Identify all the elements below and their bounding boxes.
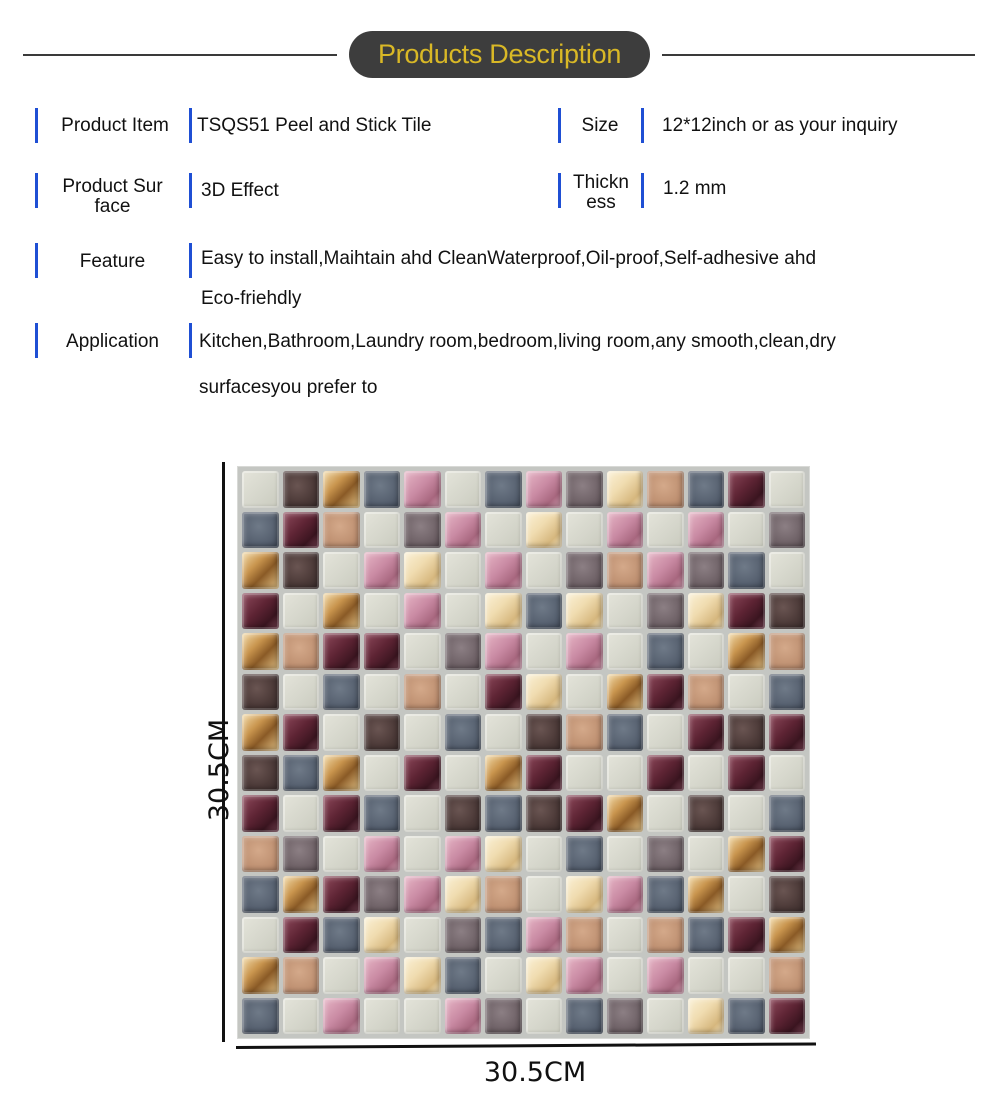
mosaic-tile (323, 917, 360, 954)
mosaic-tile (404, 593, 441, 630)
width-dimension-line (236, 1042, 816, 1049)
mosaic-tile (647, 917, 684, 954)
mosaic-tile (566, 633, 603, 670)
mosaic-tile (688, 552, 725, 589)
mosaic-tile (607, 633, 644, 670)
mosaic-tile (323, 836, 360, 873)
mosaic-tile (728, 593, 765, 630)
mosaic-tile (607, 957, 644, 994)
mosaic-tile (607, 674, 644, 711)
mosaic-tile (283, 633, 320, 670)
mosaic-tile (445, 917, 482, 954)
mosaic-tile (647, 593, 684, 630)
mosaic-tile (688, 674, 725, 711)
mosaic-tile (647, 471, 684, 508)
mosaic-tile (526, 795, 563, 832)
spec-value-application-line1: Kitchen,Bathroom,Laundry room,bedroom,living room,any smooth,clean,dry (199, 331, 836, 352)
mosaic-tile (769, 512, 806, 549)
mosaic-tile (485, 795, 522, 832)
mosaic-tile (323, 633, 360, 670)
mosaic-tile (688, 836, 725, 873)
mosaic-tile (242, 876, 279, 913)
mosaic-tile (323, 755, 360, 792)
mosaic-tile (404, 714, 441, 751)
mosaic-tile (769, 471, 806, 508)
mosaic-tile (526, 876, 563, 913)
mosaic-tile (728, 633, 765, 670)
mosaic-tile (688, 593, 725, 630)
mosaic-tile (323, 998, 360, 1035)
mosaic-tile (404, 755, 441, 792)
mosaic-tile (445, 471, 482, 508)
mosaic-tile (647, 836, 684, 873)
mosaic-tile (607, 998, 644, 1035)
label-accent-bar (35, 173, 38, 208)
mosaic-tile (283, 998, 320, 1035)
mosaic-tile (566, 957, 603, 994)
mosaic-tile (404, 836, 441, 873)
mosaic-tile (364, 552, 401, 589)
mosaic-tile (607, 876, 644, 913)
spec-value-feature-line2: Eco-friehdly (201, 288, 302, 309)
mosaic-tile (526, 633, 563, 670)
mosaic-tile (323, 714, 360, 751)
mosaic-tile (485, 471, 522, 508)
mosaic-tile (607, 552, 644, 589)
mosaic-tile (283, 876, 320, 913)
mosaic-tile (526, 957, 563, 994)
mosaic-tile (242, 998, 279, 1035)
mosaic-tile (445, 674, 482, 711)
mosaic-tile (404, 552, 441, 589)
mosaic-tile-sheet (238, 467, 809, 1038)
mosaic-tile (728, 917, 765, 954)
mosaic-tile (688, 512, 725, 549)
value-accent-bar (641, 173, 644, 208)
mosaic-tile (485, 917, 522, 954)
mosaic-tile (566, 512, 603, 549)
mosaic-tile (242, 917, 279, 954)
mosaic-tile (485, 674, 522, 711)
mosaic-tile (526, 755, 563, 792)
mosaic-tile (688, 755, 725, 792)
mosaic-tile (485, 876, 522, 913)
mosaic-tile (485, 633, 522, 670)
mosaic-tile (242, 957, 279, 994)
mosaic-tile (647, 957, 684, 994)
mosaic-tile (607, 836, 644, 873)
spec-value-product-surface: 3D Effect (201, 180, 279, 201)
mosaic-tile (769, 593, 806, 630)
mosaic-tile (647, 795, 684, 832)
mosaic-tile (688, 876, 725, 913)
mosaic-tile (242, 674, 279, 711)
mosaic-tile (769, 755, 806, 792)
mosaic-tile (323, 552, 360, 589)
header-rule-left (23, 54, 337, 56)
mosaic-tile (688, 957, 725, 994)
mosaic-tile (607, 795, 644, 832)
mosaic-tile (283, 917, 320, 954)
mosaic-tile (566, 714, 603, 751)
label-line: Product Sur (62, 176, 163, 197)
mosaic-tile (242, 512, 279, 549)
mosaic-tile (404, 795, 441, 832)
mosaic-tile (485, 957, 522, 994)
value-accent-bar (189, 323, 192, 358)
mosaic-tile (769, 998, 806, 1035)
mosaic-tile (242, 633, 279, 670)
mosaic-tile (769, 674, 806, 711)
mosaic-tile (566, 795, 603, 832)
mosaic-tile (728, 755, 765, 792)
mosaic-tile (769, 633, 806, 670)
mosaic-tile (404, 512, 441, 549)
mosaic-tile (647, 714, 684, 751)
mosaic-tile (526, 917, 563, 954)
mosaic-tile (526, 714, 563, 751)
mosaic-tile (242, 795, 279, 832)
mosaic-tile (526, 674, 563, 711)
label-accent-bar (35, 243, 38, 278)
spec-label-thickness (563, 173, 639, 213)
label-accent-bar (558, 173, 561, 208)
mosaic-tile (647, 876, 684, 913)
mosaic-tile (364, 876, 401, 913)
mosaic-tile (485, 593, 522, 630)
mosaic-tile (728, 714, 765, 751)
label-accent-bar (35, 323, 38, 358)
mosaic-tile (688, 633, 725, 670)
mosaic-tile (404, 917, 441, 954)
mosaic-tile (404, 471, 441, 508)
mosaic-tile (364, 633, 401, 670)
mosaic-tile (242, 471, 279, 508)
mosaic-tile (647, 633, 684, 670)
mosaic-tile (688, 714, 725, 751)
mosaic-tile (485, 836, 522, 873)
mosaic-tile (526, 593, 563, 630)
label-line: ess (586, 192, 616, 213)
mosaic-tile (445, 957, 482, 994)
mosaic-tile (364, 917, 401, 954)
header-rule-right (662, 54, 975, 56)
mosaic-tile (323, 795, 360, 832)
mosaic-tile (364, 836, 401, 873)
mosaic-tile (566, 755, 603, 792)
label-line: face (94, 196, 131, 217)
mosaic-tile (769, 876, 806, 913)
mosaic-tile (283, 593, 320, 630)
label-line: Thickn (573, 172, 629, 193)
mosaic-tile (566, 471, 603, 508)
mosaic-tile (404, 876, 441, 913)
mosaic-tile (283, 512, 320, 549)
mosaic-tile (364, 593, 401, 630)
mosaic-tile (647, 755, 684, 792)
mosaic-tile (445, 876, 482, 913)
value-accent-bar (189, 173, 192, 208)
spec-label-feature: Feature (79, 251, 146, 272)
spec-label-application: Application (66, 331, 159, 352)
mosaic-tile (242, 714, 279, 751)
spec-label-product-item: Product Item (61, 115, 169, 136)
mosaic-tile (688, 471, 725, 508)
mosaic-tile (445, 836, 482, 873)
mosaic-tile (364, 957, 401, 994)
mosaic-tile (445, 795, 482, 832)
label-accent-bar (558, 108, 561, 143)
mosaic-tile (566, 674, 603, 711)
mosaic-tile (769, 552, 806, 589)
mosaic-tile (769, 957, 806, 994)
mosaic-tile (445, 714, 482, 751)
mosaic-tile (526, 552, 563, 589)
mosaic-tile (566, 917, 603, 954)
mosaic-tile (323, 957, 360, 994)
mosaic-tile (607, 917, 644, 954)
mosaic-tile (485, 552, 522, 589)
mosaic-tile (647, 998, 684, 1035)
mosaic-tile (323, 593, 360, 630)
mosaic-tile (283, 714, 320, 751)
mosaic-tile (769, 795, 806, 832)
height-dimension-label: 30.5CM (204, 718, 235, 822)
mosaic-tile (769, 836, 806, 873)
mosaic-tile (445, 633, 482, 670)
mosaic-tile (728, 795, 765, 832)
mosaic-tile (323, 471, 360, 508)
mosaic-tile (242, 836, 279, 873)
section-title: Products Description (377, 39, 622, 69)
mosaic-tile (566, 876, 603, 913)
spec-value-thickness: 1.2 mm (663, 178, 727, 199)
mosaic-tile (607, 755, 644, 792)
width-dimension-label: 30.5CM (483, 1057, 587, 1088)
mosaic-tile (607, 593, 644, 630)
mosaic-tile (607, 471, 644, 508)
mosaic-tile (364, 998, 401, 1035)
mosaic-tile (688, 998, 725, 1035)
mosaic-tile (688, 917, 725, 954)
mosaic-tile (364, 714, 401, 751)
label-accent-bar (35, 108, 38, 143)
mosaic-tile (404, 674, 441, 711)
mosaic-tile (485, 998, 522, 1035)
mosaic-tile (283, 795, 320, 832)
mosaic-tile (404, 633, 441, 670)
value-accent-bar (641, 108, 644, 143)
mosaic-tile (283, 552, 320, 589)
mosaic-tile (283, 755, 320, 792)
mosaic-tile (485, 512, 522, 549)
mosaic-tile (728, 471, 765, 508)
mosaic-tile (566, 593, 603, 630)
mosaic-tile (566, 552, 603, 589)
mosaic-tile (283, 836, 320, 873)
mosaic-tile (526, 998, 563, 1035)
mosaic-tile (769, 917, 806, 954)
mosaic-tile (323, 876, 360, 913)
mosaic-tile (566, 998, 603, 1035)
mosaic-tile (728, 998, 765, 1035)
mosaic-tile (445, 755, 482, 792)
mosaic-tile (445, 998, 482, 1035)
mosaic-tile (445, 552, 482, 589)
spec-value-feature-line1: Easy to install,Maihtain ahd CleanWaterproof,Oil-proof,Self-adhesive ahd (201, 248, 817, 269)
spec-value-application-line2: surfacesyou prefer to (199, 377, 378, 398)
mosaic-tile (364, 471, 401, 508)
mosaic-tile (445, 512, 482, 549)
mosaic-tile (485, 755, 522, 792)
mosaic-tile (728, 552, 765, 589)
mosaic-tile (728, 957, 765, 994)
spec-value-product-item: TSQS51 Peel and Stick Tile (197, 115, 432, 136)
mosaic-tile (323, 512, 360, 549)
value-accent-bar (189, 243, 192, 278)
mosaic-tile (364, 674, 401, 711)
mosaic-tile (647, 674, 684, 711)
mosaic-tile (323, 674, 360, 711)
mosaic-tile (364, 512, 401, 549)
mosaic-tile (607, 714, 644, 751)
mosaic-tile (728, 876, 765, 913)
mosaic-tile (526, 512, 563, 549)
value-accent-bar (189, 108, 192, 143)
mosaic-tile (445, 593, 482, 630)
mosaic-tile (728, 512, 765, 549)
mosaic-tile (526, 471, 563, 508)
mosaic-tile (242, 552, 279, 589)
spec-label-size: Size (581, 115, 619, 136)
mosaic-tile (485, 714, 522, 751)
mosaic-tile (242, 755, 279, 792)
mosaic-tile (566, 836, 603, 873)
mosaic-tile (364, 795, 401, 832)
mosaic-tile (647, 512, 684, 549)
mosaic-tile (242, 593, 279, 630)
mosaic-tile (769, 714, 806, 751)
mosaic-tile (728, 836, 765, 873)
mosaic-tile (404, 957, 441, 994)
spec-label-product-surface (45, 177, 180, 217)
mosaic-tile (283, 957, 320, 994)
mosaic-tile (688, 795, 725, 832)
mosaic-tile (283, 674, 320, 711)
mosaic-tile (728, 674, 765, 711)
mosaic-tile (283, 471, 320, 508)
mosaic-tile (647, 552, 684, 589)
mosaic-tile (607, 512, 644, 549)
section-title-pill (349, 31, 650, 78)
mosaic-tile (364, 755, 401, 792)
spec-value-size: 12*12inch or as your inquiry (662, 115, 898, 136)
mosaic-tile (526, 836, 563, 873)
mosaic-tile (404, 998, 441, 1035)
